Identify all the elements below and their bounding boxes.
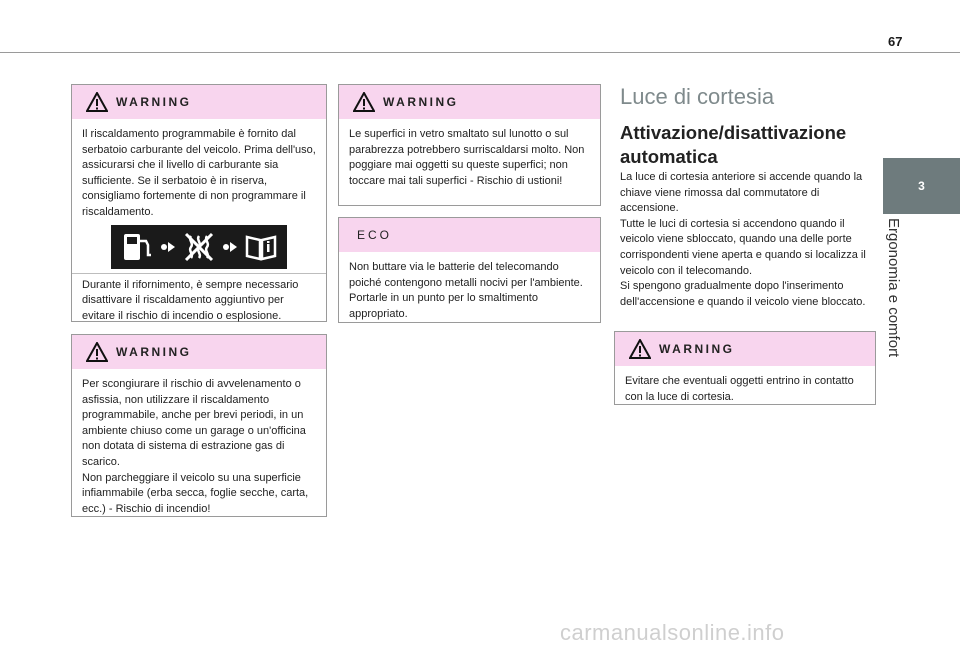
warning-box-heating-fuel: [71, 84, 327, 322]
warning-box-glass-surfaces: [338, 84, 601, 206]
arrow-right-icon: [222, 240, 238, 254]
warning-text: Evitare che eventuali oggetti entrino in contatto con la luce di cortesia.: [625, 375, 854, 403]
warning-text: Il riscaldamento programmabile è fornito dal serbatoio carburante del veicolo. Prima dell'uso, assicurarsi che il livello di carburante sia sufficiente. Se il serbatoio è in riserva, consigliamo fortemente di non programmare il riscaldamento.: [82, 128, 316, 218]
chapter-number: 3: [918, 179, 925, 193]
warning-label: WARNING: [659, 342, 735, 356]
manual-book-icon: [244, 232, 278, 262]
warning-label: WARNING: [383, 95, 459, 109]
top-divider: [0, 52, 960, 53]
warning-label: WARNING: [116, 95, 192, 109]
warning-text: Per scongiurare il rischio di avvelenamento o asfissia, non utilizzare il riscaldamento programmabile, anche per brevi periodi, in un ambiente chiuso come un garage o un'officina non dotata di sistema di estrazione gas di scarico. Non parcheggiare il veicolo su una superficie infiammabile (erba secca, foglie secche, carta, ecc.) - Rischio di incendio!: [82, 378, 309, 515]
section-title: Luce di cortesia: [620, 84, 775, 109]
warning-label: WARNING: [116, 345, 192, 359]
warning-box-courtesy-light: [614, 331, 876, 405]
section-body-text: La luce di cortesia anteriore si accende quando la chiave viene rimossa dal commutatore di accensione. Tutte le luci di cortesia si accendono quando il veicolo viene sbloccato, quando una delle porte corrispondenti viene aperta e quando si localizza il veicolo con il telecomando. Si spengono gradualmente dopo l'inserimento dell'accensione e quando il veicolo viene bloccato.: [620, 171, 866, 308]
watermark: carmanualsonline.info: [560, 620, 785, 645]
warning-triangle-icon: [353, 92, 375, 112]
chapter-label: [885, 218, 925, 368]
chapter-tab[interactable]: [883, 158, 960, 214]
warning-header: [615, 332, 875, 366]
warning-header: [339, 85, 600, 119]
warning-triangle-icon: [86, 92, 108, 112]
eco-text: Non buttare via le batterie del telecomando poiché contengono metalli nocivi per l'ambiente. Portarle in un punto per lo smaltimento appropriato.: [349, 261, 583, 320]
eco-label: ECO: [357, 228, 393, 242]
warning-triangle-icon: [86, 342, 108, 362]
warning-header: [72, 85, 326, 119]
section-subtitle: Attivazione/disattivazione automatica: [620, 122, 847, 167]
no-heating-icon: [182, 230, 216, 264]
warning-box-poisoning: [71, 334, 327, 517]
chapter-title: Ergonomia e comfort: [885, 218, 902, 358]
warning-header: [72, 335, 326, 369]
warning-text-refuel: Durante il rifornimento, è sempre necessario disattivare il riscaldamento aggiuntivo per evitare il rischio di incendio o esplosione.: [82, 278, 299, 322]
eco-box-batteries: [338, 217, 601, 323]
warning-text: Le superfici in vetro smaltato sul lunotto o sul parabrezza potrebbero surriscaldarsi molto. Non poggiare mai oggetti su queste superfici; non toccare mai tali superfici - Rischio di ustioni!: [349, 128, 585, 187]
arrow-right-icon: [160, 240, 176, 254]
refuel-pictogram-banner: [111, 225, 287, 269]
warning-triangle-icon: [629, 339, 651, 359]
eco-header: [339, 218, 600, 252]
fuel-pump-icon: [120, 231, 154, 263]
page-number: 67: [888, 34, 903, 49]
